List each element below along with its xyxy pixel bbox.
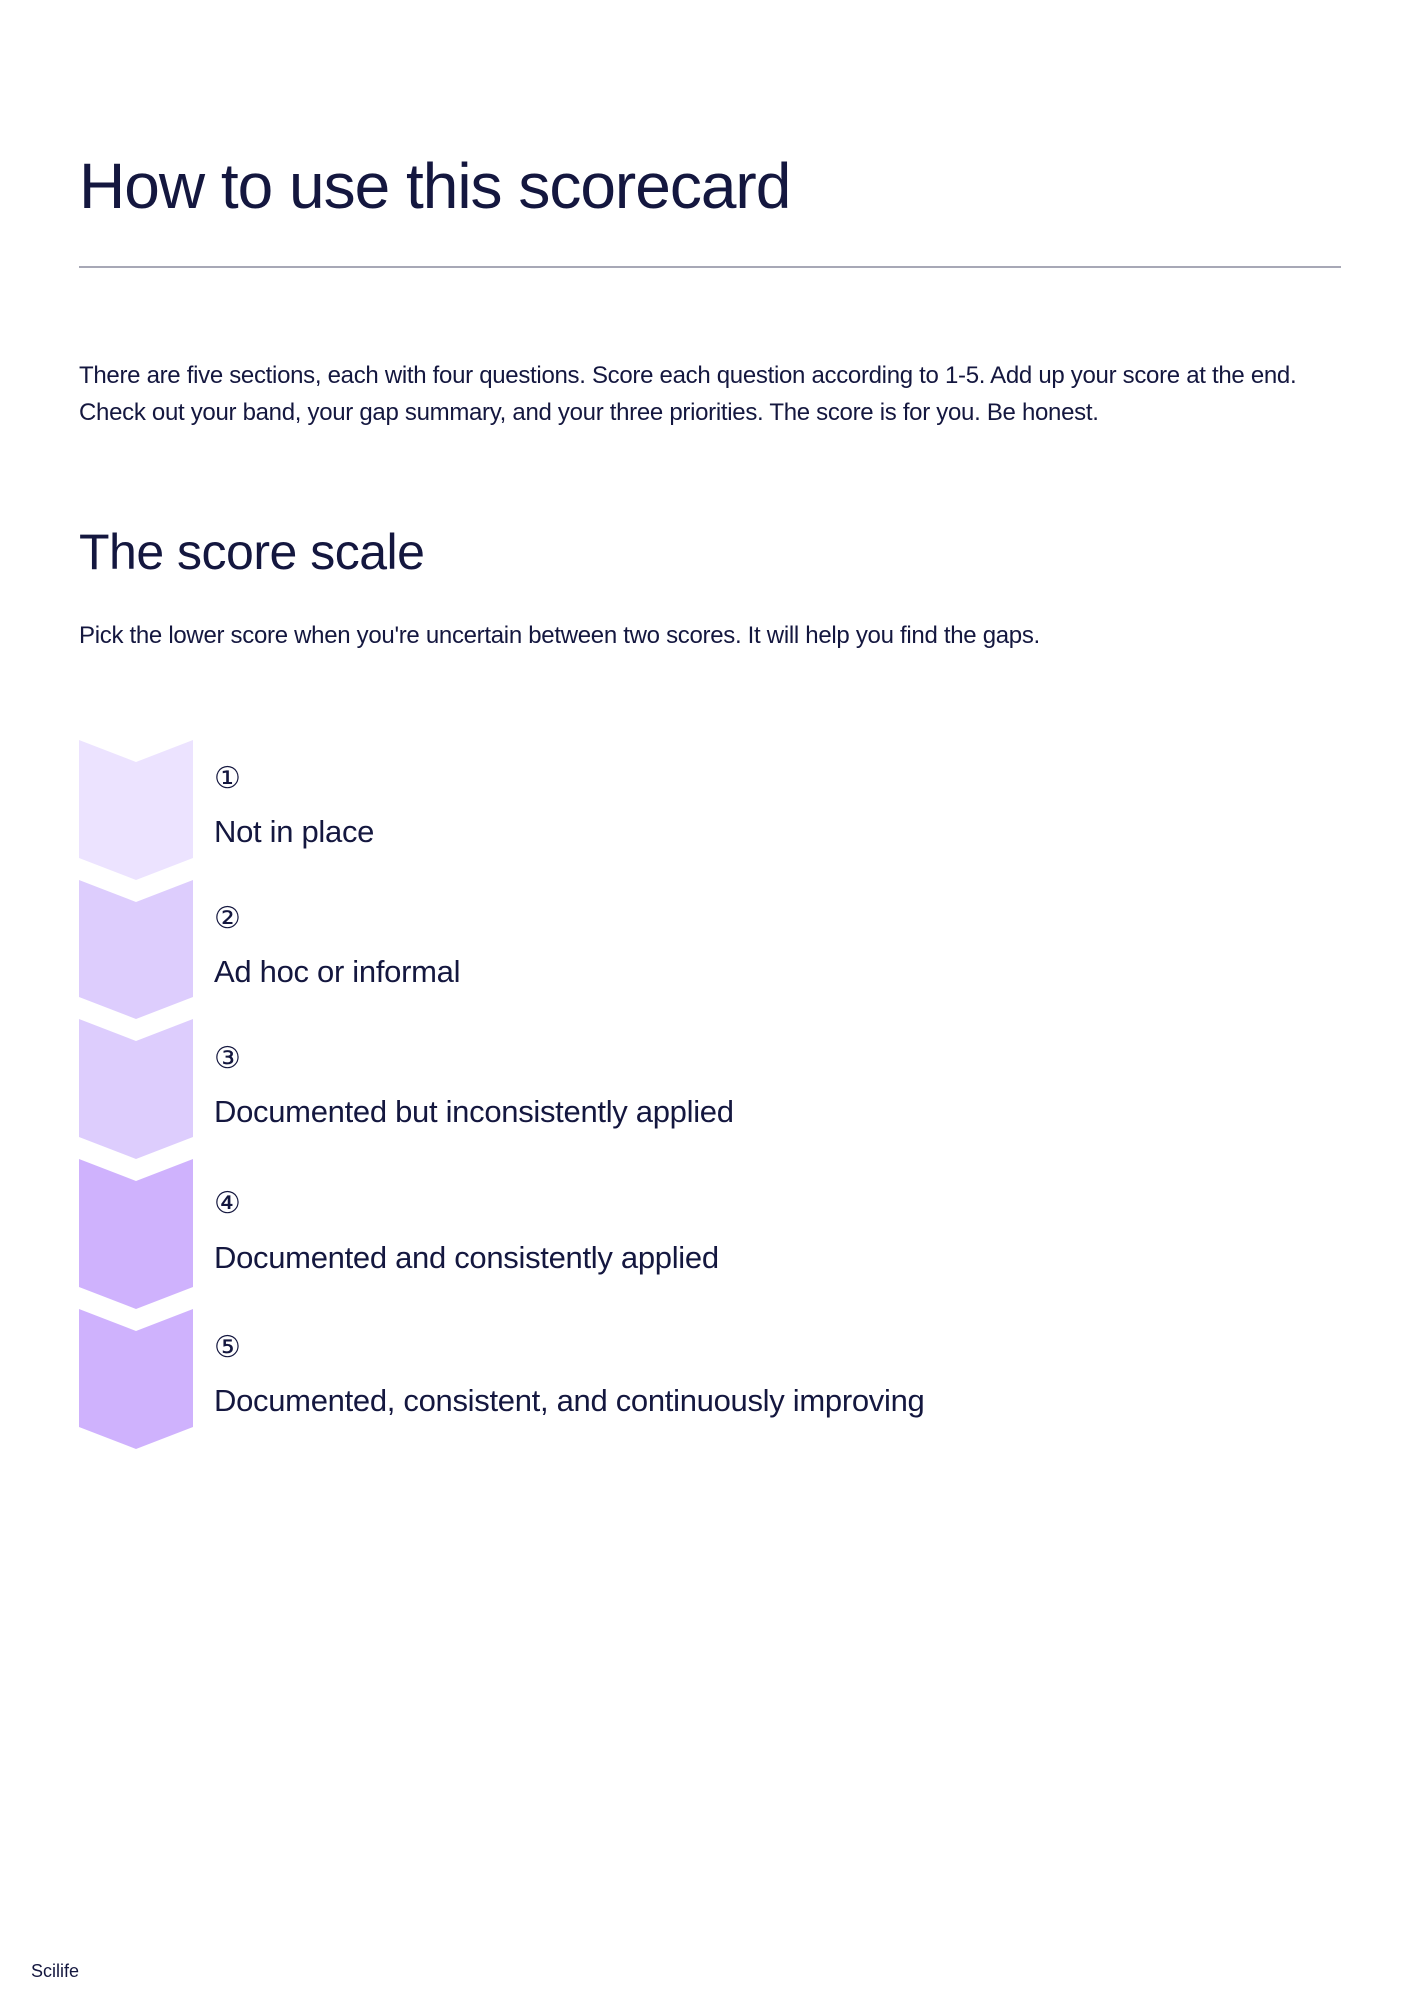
chevron-shape (79, 1309, 193, 1449)
scale-number: ① (214, 762, 241, 795)
scale-label: Documented but inconsistently applied (214, 1094, 734, 1129)
scale-item-4 (79, 1159, 1341, 1309)
chevron-step-icon (79, 1309, 193, 1449)
scale-item-2 (79, 880, 1341, 1019)
score-scale-subtitle: Pick the lower score when you're uncertain between two scores. It will help you find the gaps. (79, 622, 1040, 649)
scale-number: ② (214, 902, 241, 935)
scale-item-5 (79, 1309, 1341, 1449)
scale-label: Ad hoc or informal (214, 954, 461, 989)
chevron-shape (79, 1019, 193, 1159)
scale-number: ④ (214, 1187, 241, 1220)
chevron-step-icon (79, 740, 193, 880)
score-scale-title: The score scale (79, 524, 425, 580)
footer-brand: Scilife (31, 1961, 80, 1981)
scale-label: Documented and consistently applied (214, 1240, 719, 1275)
scale-label: Not in place (214, 814, 375, 849)
chevron-step-icon (79, 880, 193, 1019)
chevron-shape (79, 880, 193, 1019)
page-title: How to use this scorecard (79, 150, 791, 222)
title-divider (79, 266, 1341, 268)
scale-item-3 (79, 1019, 1341, 1159)
chevron-shape (79, 740, 193, 880)
chevron-shape (79, 1159, 193, 1309)
chevron-step-icon (79, 1159, 193, 1309)
scale-number: ③ (214, 1042, 241, 1075)
scale-number: ⑤ (214, 1331, 241, 1364)
intro-paragraph: There are five sections, each with four questions. Score each question according to 1-5. Add up your score at the end. Check out your band, your gap summary, and your three priorities. The score is for you. Be honest. (79, 362, 1297, 426)
scale-label: Documented, consistent, and continuously improving (214, 1383, 925, 1418)
scale-item-1 (79, 740, 1341, 880)
chevron-step-icon (79, 1019, 193, 1159)
